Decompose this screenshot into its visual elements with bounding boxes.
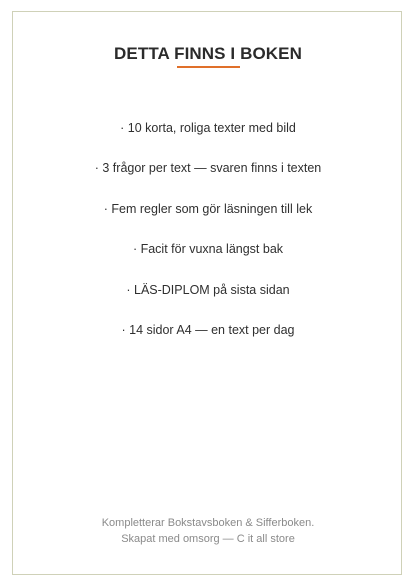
page-title: DETTA FINNS I BOKEN bbox=[114, 44, 302, 63]
list-item: · LÄS-DIPLOM på sista sidan bbox=[126, 282, 290, 297]
feature-list bbox=[0, 121, 416, 363]
list-item: · Facit för vuxna längst bak bbox=[132, 242, 284, 257]
list-item: · 14 sidor A4 — en text per dag bbox=[121, 322, 295, 337]
footer-line-2: Skapat med omsorg — C it all store bbox=[121, 533, 295, 545]
list-item: · 10 korta, roliga texter med bild bbox=[120, 121, 296, 135]
footer bbox=[0, 515, 416, 547]
footer-line-1: Kompletterar Bokstavsboken & Sifferboken. bbox=[101, 517, 315, 529]
title-underline bbox=[177, 66, 240, 68]
list-item: · Fem regler som gör läsningen till lek bbox=[103, 201, 313, 216]
list-item: · 3 frågor per text — svaren finns i texten bbox=[94, 161, 322, 176]
